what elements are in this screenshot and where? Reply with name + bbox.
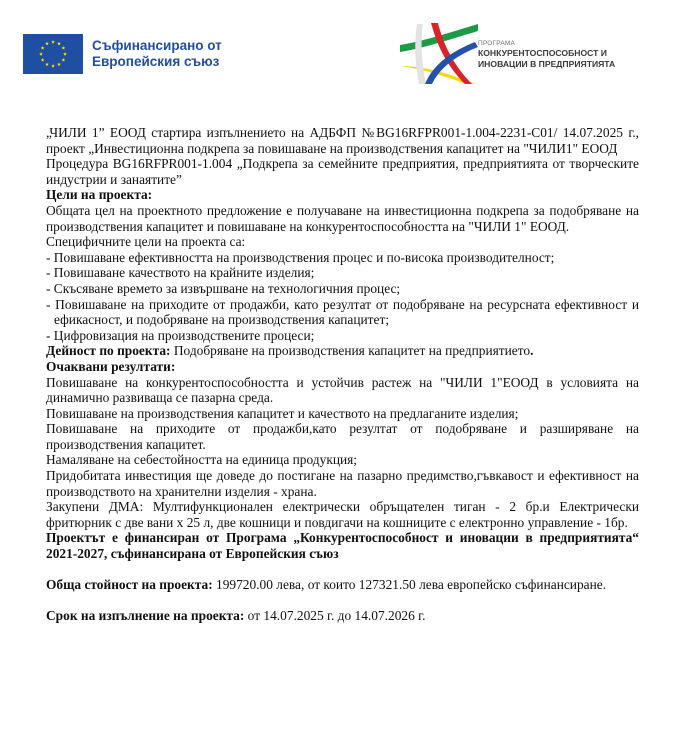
activity-end: .	[530, 343, 534, 359]
total-value-label: Обща стойност на проекта:	[46, 577, 213, 593]
eu-star-icon	[61, 46, 65, 50]
activity-paragraph	[46, 343, 639, 359]
eu-star-icon	[41, 58, 45, 62]
page-header	[0, 0, 674, 110]
eu-star-icon	[63, 52, 67, 56]
financing-statement: Проектът е финансиран от Програма „Конкурентоспособност и иновации в предприятията“ 2021-2027, съфинансирана от Европейския съюз	[46, 530, 639, 562]
total-value-text: 199720.00 лева, от които 127321.50 лева европейско съфинансиране.	[212, 577, 607, 593]
eu-stars-icon	[23, 34, 83, 74]
duration-label: Срок на изпълнение на проекта:	[46, 608, 245, 624]
eu-cofunded-logo	[23, 34, 222, 74]
eu-star-icon	[41, 46, 45, 50]
specific-goal-item: - Цифровизация на производствените процеси;	[46, 327, 315, 343]
eu-star-icon	[57, 62, 61, 66]
specific-goal-item: - Скъсяване времето за извършване на технологичния процес;	[46, 280, 401, 296]
spacer	[46, 562, 639, 578]
activity-label: Дейност по проекта:	[46, 343, 171, 359]
eu-logo-text	[92, 38, 222, 70]
total-value-paragraph	[46, 577, 639, 593]
goals-general: Общата цел на проектното предложение е получаване на инвестиционна подкрепа за подобряване на производствения капацитет и повишаване на конкурентоспособността на "ЧИЛИ 1" ЕООД.	[46, 202, 639, 234]
duration-text: от 14.07.2025 г. до 14.07.2026 г.	[244, 608, 426, 624]
result-item: Повишаване на производствения капацитет и качеството на предлаганите изделия;	[46, 405, 519, 421]
eu-star-icon	[51, 64, 55, 68]
specific-goal-item: - Повишаване качеството на крайните изделия;	[46, 265, 315, 281]
eu-logo-line2: Европейския съюз	[92, 54, 220, 69]
result-item: Повишаване на конкурентоспособността и устойчив растеж на "ЧИЛИ 1"ЕООД в условията на динамично развиваща се пазарна среда.	[46, 374, 639, 406]
procedure-paragraph: Процедура BG16RFPR001-1.004 „Подкрепа за семейните предприятия, предприятията от творческите индустрии и занаятите”	[46, 156, 639, 187]
results-heading: Очаквани резултати:	[46, 358, 176, 374]
program-swoosh-icon	[400, 22, 478, 84]
eu-star-icon	[61, 58, 65, 62]
goals-heading: Цели на проекта:	[46, 187, 153, 203]
specific-goals-intro: Специфичните цели на проекта са:	[46, 234, 246, 250]
eu-star-icon	[39, 52, 43, 56]
program-title-line1: КОНКУРЕНТОСПОСОБНОСТ И	[478, 48, 607, 58]
intro-paragraph: „ЧИЛИ 1” ЕООД стартира изпълнението на АДБФП №BG16RFPR001-1.004-2231-C01/ 14.07.2025 г., проект „Инвестиционна подкрепа за повишаване на производствения капацитет на "ЧИЛИ1" ЕООД	[46, 125, 639, 156]
eu-star-icon	[45, 42, 49, 46]
result-item: Намаляване на себестойността на единица продукция;	[46, 452, 358, 468]
result-item: Закупени ДМА: Мултифункционален електрически обръщателен тиган - 2 бр.и Електрически фритюрник с две вани х 25 л, две кошници и повдигачи на кошниците с електронно управление - 1бр.	[46, 499, 639, 530]
result-item: Придобитата инвестиция ще доведе до постигане на пазарно предимство,гъвкавост и ефективност на производството на хранителни изделия - храна.	[46, 468, 639, 499]
eu-star-icon	[45, 62, 49, 66]
spacer	[46, 593, 639, 609]
duration-paragraph	[46, 608, 639, 624]
program-label: ПРОГРАМА	[478, 40, 516, 47]
activity-text: Подобряване на производствения капацитет на предприятието	[170, 343, 531, 359]
eu-star-icon	[51, 40, 55, 44]
eu-logo-line1: Съфинансирано от	[92, 38, 222, 53]
result-item: Повишаване на приходите от продажби,като резултат от подобряване и разширяване на производствения капацитет.	[46, 421, 639, 452]
eu-star-icon	[57, 42, 61, 46]
specific-goal-item: - Повишаване ефективността на производствения процес и по-висока производителност;	[46, 249, 555, 265]
eu-flag-icon	[23, 34, 83, 74]
specific-goal-item: - Повишаване на приходите от продажби, като резултат от подобряване на ресурсната ефективност и ефикасност, и подобряване на производствения капацитет;	[46, 296, 639, 328]
program-logo-text	[478, 40, 615, 69]
program-title-line2: ИНОВАЦИИ В ПРЕДПРИЯТИЯТА	[478, 58, 616, 69]
document-body	[46, 125, 639, 624]
